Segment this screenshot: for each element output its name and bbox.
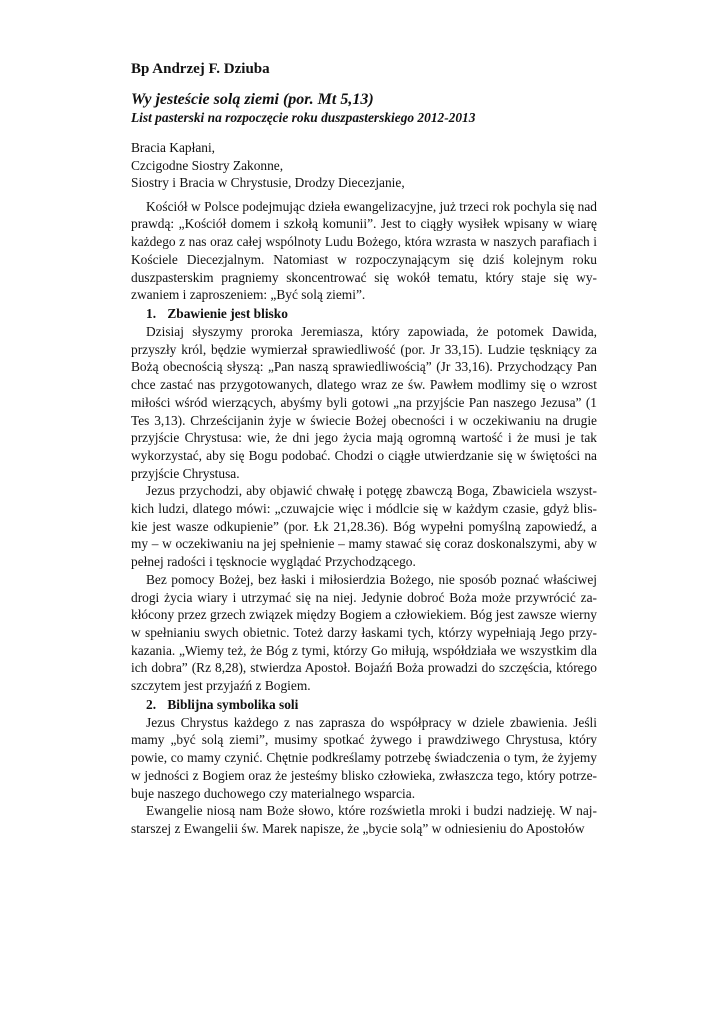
letter-subtitle: List pasterski na rozpoczęcie roku duszpasterskiego 2012-2013 bbox=[131, 110, 476, 125]
section-number: 2. bbox=[146, 696, 157, 712]
letter-title: Wy jesteście solą ziemi (por. Mt 5,13) bbox=[131, 91, 374, 108]
salutation bbox=[131, 139, 597, 192]
document-page bbox=[131, 60, 597, 838]
author-name: Bp Andrzej F. Dziuba bbox=[131, 61, 270, 77]
body-paragraph: Jezus Chrystus każdego z nas zaprasza do współpracy w dziele zbawienia. Jeśli mamy „być solą ziemi”, musimy spotkać żywego i prawdziwego Chrystusa, który powie, co mamy czynić. Chętnie podkreślamy potrzebę świadczenia o tym, że żyjemy w jedności z Bogiem oraz że jesteśmy blisko człowieka, zwłaszcza tego, który potrzebuje naszego duchowego czy materialnego wsparcia. bbox=[131, 714, 597, 801]
section-title: Biblijna symbolika soli bbox=[167, 696, 299, 712]
section-heading bbox=[131, 305, 597, 323]
section-number: 1. bbox=[146, 306, 157, 321]
section-heading bbox=[131, 696, 597, 714]
section-title: Zbawienie jest blisko bbox=[167, 306, 288, 321]
salutation-line: Siostry i Bracia w Chrystusie, Drodzy Diecezjanie, bbox=[131, 175, 405, 191]
body-paragraph: Jezus przychodzi, aby objawić chwałę i potęgę zbawczą Boga, Zbawiciela wszystkich ludzi, dlatego mówi: „czuwajcie więc i módlcie się w każdym czasie, gdyż bliskie jest wasze odkupienie” (por. Łk 21,28.36). Bóg wypełni pomyślną zapowiedź, a my – w oczekiwaniu na jej spełnienie – mamy stawać się coraz doskonalszymi, aby w pełnej radości i tęsknocie wyglądać Przychodzącego. bbox=[131, 483, 597, 570]
body-paragraph: Ewangelie niosą nam Boże słowo, które rozświetla mroki i budzi nadzieję. W najstarszej z Ewangelii św. Marek napisze, że „bycie solą” w odniesieniu do Apostołów bbox=[131, 803, 597, 836]
body-paragraph: Dzisiaj słyszymy proroka Jeremiasza, który zapowiada, że potomek Dawida, przyszły król, będzie wymierzał sprawiedliwość (por. Jr 33,15). Ludzie tęskniący za Bożą obecnością słyszą: „Pan naszą sprawiedliwością” (Jr 33,16). Przychodzący Pan chce zastać nas przygotowanych, dlatego wraz ze św. Pawłem modlimy się o wzrost miłości wśród wierzących, abyśmy byli gotowi „na przyjście Pan naszego Jezusa” (1 Tes 3,13). Chrześcijanin żyje w świecie Bożej obecności i w oczekiwaniu na drugie przyjście Chrystusa: wie, że dni jego życia mają ogromną wartość i że musi je tak wykorzystać, aby się Bogu podobać. Chodzi o ciągłe utwierdzanie się w świętości na przyjście Chrystusa. bbox=[131, 324, 597, 481]
salutation-line: Czcigodne Siostry Zakonne, bbox=[131, 157, 284, 173]
intro-paragraph: Kościół w Polsce podejmując dzieła ewangelizacyjne, już trzeci rok pochyla się nad prawdą: „Kościół domem i szkołą komunii”. Jest to ciągły wysiłek wpisany w wiarę każdego z nas oraz całej wspólnoty Ludu Bożego, która wzrasta w naszych parafiach i Kościele Diecezjalnym. Natomiast w rozpoczynającym się dziś kolejnym roku duszpasterskim pragniemy skoncentrować się wokół tematu, który staje się wyzwaniem i zaproszeniem: „Być solą ziemi”. bbox=[131, 198, 597, 303]
body-paragraph: Bez pomocy Bożej, bez łaski i miłosierdzia Bożego, nie sposób poznać właściwej drogi życia wiary i utrzymać się na niej. Jedynie dobroć Boża może przywrócić zakłócony przez grzech związek między Bogiem a człowiekiem. Bóg jest zawsze wierny w spełnianiu swych obietnic. Toteż darzy łaskami tych, którzy wypełniają Jego przykazania. „Wiemy też, że Bóg z tymi, którzy Go miłują, współdziała we wszystkim dla ich dobra” (Rz 8,28), stwierdza Apostoł. Bojaźń Boża prowadzi do szczęścia, którego szczytem jest przyjaźń z Bogiem. bbox=[131, 571, 597, 694]
salutation-line: Bracia Kapłani, bbox=[131, 140, 216, 155]
